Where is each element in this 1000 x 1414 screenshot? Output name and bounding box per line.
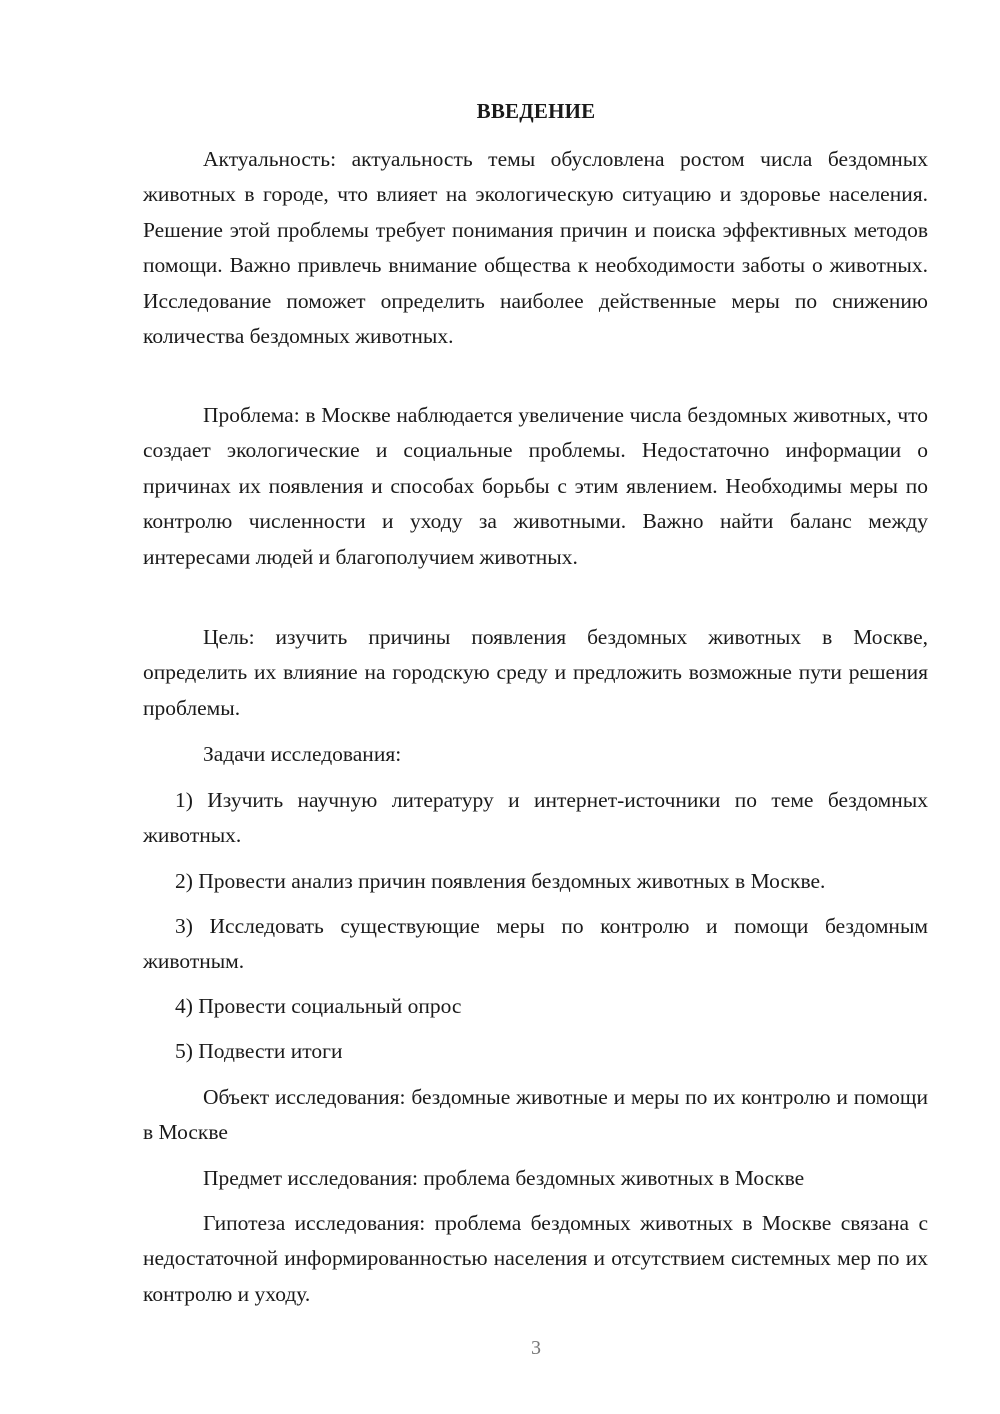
tasks-title: Задачи исследования: bbox=[203, 742, 402, 766]
task-item: 4) Провести социальный опрос bbox=[175, 994, 462, 1018]
object-paragraph: Объект исследования: бездомные животные и меры по их контролю и помощи в Москве bbox=[143, 1085, 928, 1145]
page-title: ВВЕДЕНИЕ bbox=[476, 99, 596, 123]
subject-paragraph: Предмет исследования: проблема бездомных животных в Москве bbox=[203, 1166, 805, 1190]
problem-paragraph: Проблема: в Москве наблюдается увеличение числа бездомных животных, что создает экологические и социальные проблемы. Недостаточно информации о причинах их появления и способах борьбы с этим явлением. Необходимы меры по контролю численности и уходу за животными. Важно найти баланс между интересами людей и благополучием животных. bbox=[143, 403, 928, 569]
hypothesis-paragraph: Гипотеза исследования: проблема бездомных животных в Москве связана с недостаточной информированностью населения и отсутствием системных мер по их контролю и уходу. bbox=[143, 1211, 928, 1306]
task-item: 5) Подвести итоги bbox=[175, 1039, 343, 1063]
page-number: 3 bbox=[531, 1337, 541, 1359]
task-item: 2) Провести анализ причин появления бездомных животных в Москве. bbox=[175, 869, 826, 893]
goal-paragraph: Цель: изучить причины появления бездомных животных в Москве, определить их влияние на городскую среду и предложить возможные пути решения проблемы. bbox=[143, 625, 928, 720]
task-item: 3) Исследовать существующие меры по контролю и помощи бездомным животным. bbox=[143, 914, 928, 974]
task-item: 1) Изучить научную литературу и интернет-источники по теме бездомных животных. bbox=[143, 788, 928, 848]
relevance-paragraph: Актуальность: актуальность темы обусловлена ростом числа бездомных животных в городе, что влияет на экологическую ситуацию и здоровье населения. Решение этой проблемы требует понимания причин и поиска эффективных методов помощи. Важно привлечь внимание общества к необходимости заботы о животных. Исследование поможет определить наиболее действенные меры по снижению количества бездомных животных. bbox=[143, 147, 928, 349]
